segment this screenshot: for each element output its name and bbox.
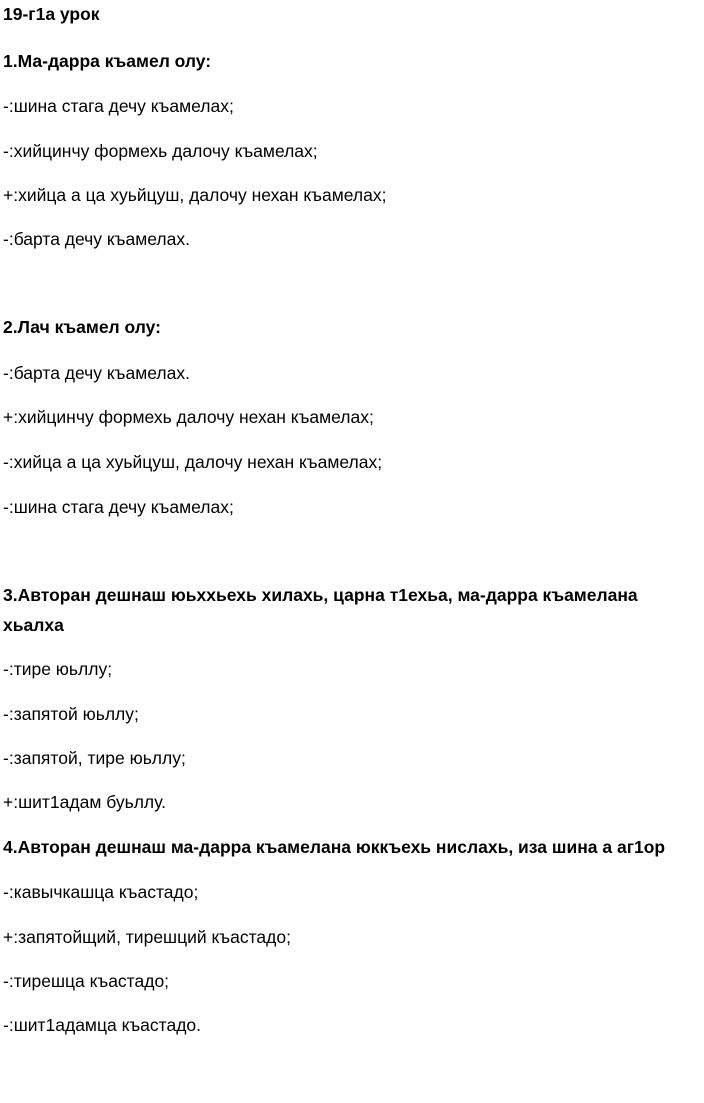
question-3-option-2: -:запятой юьллу;	[3, 704, 139, 724]
question-1-option-3: +:хийца а ца хуьйцуш, далочу нехан къамелах;	[3, 185, 387, 205]
question-3-heading-line-1: 3.Авторан дешнаш юьххьехь хилахь, царна т1ехьа, ма-дарра къамелана	[3, 585, 638, 605]
question-3-option-1: -:тире юьллу;	[3, 659, 113, 679]
question-2-option-2: +:хийцинчу формехь далочу нехан къамелах;	[3, 407, 374, 427]
question-4-heading: 4.Авторан дешнаш ма-дарра къамелана юккъехь нислахь, иза шина а аг1ор	[3, 837, 666, 857]
question-1-option-1: -:шина стага дечу къамелах;	[3, 96, 234, 116]
question-1-option-4: -:барта дечу къамелах.	[3, 229, 190, 249]
question-2-option-1: -:барта дечу къамелах.	[3, 363, 190, 383]
question-2-heading: 2.Лач къамел олу:	[3, 317, 162, 337]
question-3-heading-line-2: хьалха	[3, 615, 64, 635]
question-4-option-2: +:запятойщий, тирешций къастадо;	[3, 927, 291, 947]
question-4-option-1: -:кавычкашца къастадо;	[3, 882, 199, 902]
question-1-heading: 1.Ма-дарра къамел олу:	[3, 51, 212, 71]
question-2-option-4: -:шина стага дечу къамелах;	[3, 497, 234, 517]
question-3-option-3: -:запятой, тире юьллу;	[3, 748, 186, 768]
question-3-option-4: +:шит1адам буьллу.	[3, 792, 167, 812]
question-4-option-4: -:шит1адамца къастадо.	[3, 1015, 202, 1035]
question-2-option-3: -:хийца а ца хуьйцуш, далочу нехан къамелах;	[3, 452, 383, 472]
lesson-title: 19-г1а урок	[3, 4, 100, 24]
question-4-option-3: -:тирешца къастадо;	[3, 971, 170, 991]
question-1-option-2: -:хийцинчу формехь далочу къамелах;	[3, 141, 318, 161]
